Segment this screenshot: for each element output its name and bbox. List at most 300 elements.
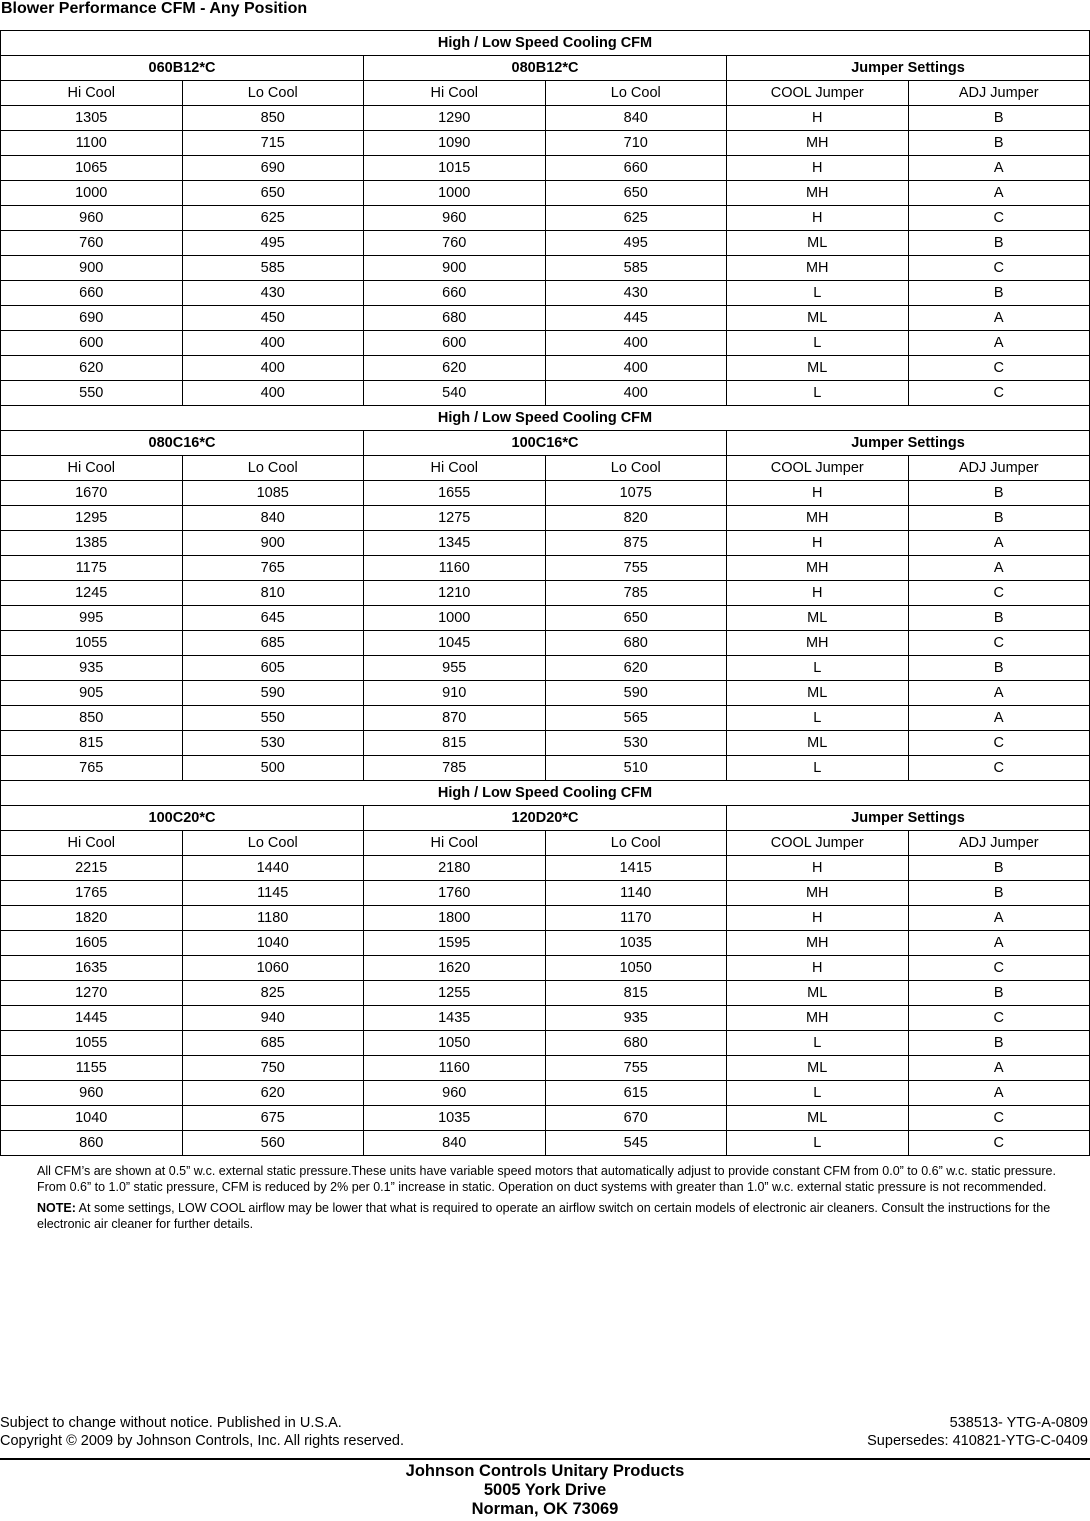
table-cell: 450 (182, 306, 364, 331)
table-cell: 670 (545, 1106, 727, 1131)
table-cell: 545 (545, 1131, 727, 1156)
city-state-zip: Norman, OK 73069 (471, 1500, 619, 1518)
table-cell: 1275 (364, 506, 546, 531)
table-cell: L (727, 1081, 909, 1106)
table-cell: 1670 (1, 481, 183, 506)
table-cell: A (908, 331, 1090, 356)
table-cell: 1620 (364, 956, 546, 981)
table-cell: 815 (545, 981, 727, 1006)
table-cell: H (727, 906, 909, 931)
table-cell: 935 (545, 1006, 727, 1031)
column-header: Hi Cool (364, 456, 546, 481)
table-cell: 1440 (182, 856, 364, 881)
table-row (1, 356, 1090, 381)
table-cell: 870 (364, 706, 546, 731)
table-cell: 400 (545, 356, 727, 381)
table-cell: 690 (182, 156, 364, 181)
table-row (1, 756, 1090, 781)
table-row (1, 581, 1090, 606)
table-cell: 690 (1, 306, 183, 331)
table-cell: 1060 (182, 956, 364, 981)
table-cell: 1055 (1, 1031, 183, 1056)
table-cell: 600 (1, 331, 183, 356)
table-cell: 910 (364, 681, 546, 706)
table-cell: 1075 (545, 481, 727, 506)
table-cell: 1145 (182, 881, 364, 906)
table-cell: L (727, 381, 909, 406)
jumper-settings-header: Jumper Settings (727, 56, 1090, 81)
column-header-row (1, 831, 1090, 856)
table-cell: 1000 (1, 181, 183, 206)
table-row (1, 1081, 1090, 1106)
table-cell: 1180 (182, 906, 364, 931)
table-cell: 820 (545, 506, 727, 531)
table-cell: 625 (545, 206, 727, 231)
table-row (1, 1131, 1090, 1156)
table-cell: ML (727, 231, 909, 256)
table-row (1, 856, 1090, 881)
table-cell: A (908, 1056, 1090, 1081)
table-cell: 1435 (364, 1006, 546, 1031)
table-cell: C (908, 1006, 1090, 1031)
column-header: Hi Cool (1, 831, 183, 856)
table-cell: A (908, 1081, 1090, 1106)
table-cell: H (727, 531, 909, 556)
table-cell: 2180 (364, 856, 546, 881)
jumper-settings-header: Jumper Settings (727, 431, 1090, 456)
table-cell: 2215 (1, 856, 183, 881)
table-cell: 1045 (364, 631, 546, 656)
table-row (1, 306, 1090, 331)
company-name: Johnson Controls Unitary Products (405, 1462, 685, 1480)
table-cell: C (908, 756, 1090, 781)
footer-left (0, 1414, 404, 1450)
table-row (1, 956, 1090, 981)
table-row (1, 681, 1090, 706)
table-cell: H (727, 156, 909, 181)
table-cell: L (727, 1031, 909, 1056)
column-header: Lo Cool (545, 81, 727, 106)
table-cell: C (908, 256, 1090, 281)
table-row (1, 381, 1090, 406)
model-header: 080C16*C (1, 431, 364, 456)
column-header: ADJ Jumper (908, 456, 1090, 481)
section-heading-row (1, 781, 1090, 806)
table-cell: 1305 (1, 106, 183, 131)
table-cell: 550 (1, 381, 183, 406)
table-row (1, 156, 1090, 181)
supersedes: Supersedes: 410821-YTG-C-0409 (867, 1433, 1088, 1449)
table-cell: 900 (182, 531, 364, 556)
table-cell: 625 (182, 206, 364, 231)
table-cell: H (727, 956, 909, 981)
table-cell: L (727, 1131, 909, 1156)
table-cell: A (908, 306, 1090, 331)
table-cell: 1040 (182, 931, 364, 956)
air-cleaner-note (37, 1200, 1057, 1232)
table-cell: 1170 (545, 906, 727, 931)
table-cell: 590 (545, 681, 727, 706)
table-cell: 935 (1, 656, 183, 681)
table-cell: B (908, 481, 1090, 506)
table-cell: 1065 (1, 156, 183, 181)
table-cell: 605 (182, 656, 364, 681)
table-cell: 755 (545, 556, 727, 581)
table-row (1, 706, 1090, 731)
static-pressure-note: All CFM’s are shown at 0.5” w.c. external static pressure.These units have variable speed motors that automatically adjust to provide constant CFM from 0.0” to 0.6” w.c. static pressure. From 0.6” to 1.0” static pressure, CFM is reduced by 2% per 0.1” increase in static. Operation on duct systems with greater than 1.0” w.c. external static pressure is not recommended. (37, 1164, 1056, 1194)
table-cell: 1035 (364, 1106, 546, 1131)
table-cell: 715 (182, 131, 364, 156)
table-cell: 960 (364, 206, 546, 231)
table-cell: 815 (1, 731, 183, 756)
table-cell: L (727, 756, 909, 781)
table-cell: 1655 (364, 481, 546, 506)
table-cell: MH (727, 506, 909, 531)
table-cell: 585 (545, 256, 727, 281)
table-cell: A (908, 156, 1090, 181)
table-cell: 550 (182, 706, 364, 731)
table-cell: B (908, 656, 1090, 681)
table-cell: 650 (182, 181, 364, 206)
column-header: ADJ Jumper (908, 831, 1090, 856)
column-header: COOL Jumper (727, 831, 909, 856)
copyright: Copyright © 2009 by Johnson Controls, Inc. All rights reserved. (0, 1433, 404, 1449)
table-cell: C (908, 1131, 1090, 1156)
table-cell: B (908, 231, 1090, 256)
table-cell: 900 (1, 256, 183, 281)
publish-notice: Subject to change without notice. Published in U.S.A. (0, 1415, 342, 1431)
table-cell: 400 (545, 331, 727, 356)
table-cell: MH (727, 881, 909, 906)
table-cell: 815 (364, 731, 546, 756)
section-heading-row (1, 406, 1090, 431)
table-cell: 530 (182, 731, 364, 756)
table-cell: 750 (182, 1056, 364, 1081)
column-header: Lo Cool (182, 831, 364, 856)
table-cell: C (908, 956, 1090, 981)
model-header-row (1, 806, 1090, 831)
model-header: 120D20*C (364, 806, 727, 831)
table-cell: 765 (1, 756, 183, 781)
table-cell: 650 (545, 181, 727, 206)
table-cell: 765 (182, 556, 364, 581)
table-row (1, 631, 1090, 656)
table-cell: 940 (182, 1006, 364, 1031)
table-cell: 825 (182, 981, 364, 1006)
table-cell: 430 (545, 281, 727, 306)
table-cell: A (908, 681, 1090, 706)
table-cell: C (908, 731, 1090, 756)
column-header: Lo Cool (182, 81, 364, 106)
table-cell: 500 (182, 756, 364, 781)
table-cell: 400 (182, 381, 364, 406)
table-cell: 495 (545, 231, 727, 256)
table-cell: 710 (545, 131, 727, 156)
table-cell: 685 (182, 631, 364, 656)
table-cell: 860 (1, 1131, 183, 1156)
table-cell: B (908, 106, 1090, 131)
table-cell: B (908, 881, 1090, 906)
table-cell: 400 (545, 381, 727, 406)
table-row (1, 206, 1090, 231)
table-row (1, 256, 1090, 281)
table-cell: 540 (364, 381, 546, 406)
section-heading: High / Low Speed Cooling CFM (1, 31, 1090, 56)
table-cell: ML (727, 356, 909, 381)
table-cell: 645 (182, 606, 364, 631)
table-cell: H (727, 106, 909, 131)
table-cell: 1000 (364, 181, 546, 206)
table-cell: 1295 (1, 506, 183, 531)
table-cell: 680 (364, 306, 546, 331)
table-cell: 1160 (364, 1056, 546, 1081)
table-cell: 680 (545, 631, 727, 656)
column-header: Hi Cool (1, 81, 183, 106)
street-address: 5005 York Drive (483, 1481, 607, 1499)
model-header: 060B12*C (1, 56, 364, 81)
table-cell: 1345 (364, 531, 546, 556)
table-cell: 620 (182, 1081, 364, 1106)
table-cell: 905 (1, 681, 183, 706)
table-cell: C (908, 381, 1090, 406)
table-cell: 560 (182, 1131, 364, 1156)
table-cell: 960 (1, 1081, 183, 1106)
table-cell: A (908, 556, 1090, 581)
table-cell: 660 (364, 281, 546, 306)
table-cell: 590 (182, 681, 364, 706)
table-cell: MH (727, 631, 909, 656)
model-header: 100C16*C (364, 431, 727, 456)
table-cell: 1175 (1, 556, 183, 581)
table-row (1, 181, 1090, 206)
section-heading-row (1, 31, 1090, 56)
column-header: Hi Cool (364, 831, 546, 856)
table-cell: 1000 (364, 606, 546, 631)
table-cell: 995 (1, 606, 183, 631)
table-cell: A (908, 531, 1090, 556)
table-cell: 1210 (364, 581, 546, 606)
table-cell: 445 (545, 306, 727, 331)
table-cell: L (727, 281, 909, 306)
model-header: 080B12*C (364, 56, 727, 81)
table-cell: 1085 (182, 481, 364, 506)
table-cell: 600 (364, 331, 546, 356)
table-cell: 1800 (364, 906, 546, 931)
table-row (1, 1006, 1090, 1031)
table-cell: 1015 (364, 156, 546, 181)
section-heading: High / Low Speed Cooling CFM (1, 406, 1090, 431)
table-row (1, 506, 1090, 531)
table-cell: B (908, 1031, 1090, 1056)
table-row (1, 656, 1090, 681)
table-cell: 530 (545, 731, 727, 756)
section-heading: High / Low Speed Cooling CFM (1, 781, 1090, 806)
table-cell: 1035 (545, 931, 727, 956)
note-text: At some settings, LOW COOL airflow may be lower that what is required to operate an airflow switch on certain models of electronic air cleaners. Consult the instructions for the electronic air cleaner for further details. (37, 1201, 1051, 1231)
table-cell: 850 (182, 106, 364, 131)
table-cell: B (908, 131, 1090, 156)
table-cell: 1245 (1, 581, 183, 606)
table-cell: 1255 (364, 981, 546, 1006)
table-cell: 960 (1, 206, 183, 231)
footer-right (867, 1414, 1088, 1450)
table-cell: 1160 (364, 556, 546, 581)
company-address (0, 1462, 1090, 1519)
notes (37, 1163, 1057, 1237)
table-cell: 900 (364, 256, 546, 281)
table-cell: 1445 (1, 1006, 183, 1031)
column-header: COOL Jumper (727, 81, 909, 106)
table-cell: 1090 (364, 131, 546, 156)
table-cell: 685 (182, 1031, 364, 1056)
table-cell: 755 (545, 1056, 727, 1081)
table-cell: H (727, 206, 909, 231)
table-cell: 430 (182, 281, 364, 306)
table-cell: 1055 (1, 631, 183, 656)
table-cell: ML (727, 606, 909, 631)
table-cell: 760 (364, 231, 546, 256)
table-row (1, 1031, 1090, 1056)
table-cell: A (908, 181, 1090, 206)
table-cell: C (908, 581, 1090, 606)
table-cell: 960 (364, 1081, 546, 1106)
table-cell: ML (727, 681, 909, 706)
table-cell: 660 (1, 281, 183, 306)
table-row (1, 906, 1090, 931)
table-cell: 1385 (1, 531, 183, 556)
page-title: Blower Performance CFM - Any Position (1, 0, 308, 17)
table-cell: 675 (182, 1106, 364, 1131)
table-row (1, 331, 1090, 356)
column-header: Hi Cool (1, 456, 183, 481)
table-cell: 1595 (364, 931, 546, 956)
table-cell: 680 (545, 1031, 727, 1056)
table-cell: 495 (182, 231, 364, 256)
table-cell: 510 (545, 756, 727, 781)
table-row (1, 231, 1090, 256)
table-row (1, 981, 1090, 1006)
table-cell: B (908, 281, 1090, 306)
table-cell: MH (727, 1006, 909, 1031)
table-row (1, 931, 1090, 956)
blower-performance-table (0, 30, 1090, 1156)
table-row (1, 1056, 1090, 1081)
table-cell: 620 (1, 356, 183, 381)
table-cell: 810 (182, 581, 364, 606)
table-cell: 620 (545, 656, 727, 681)
table-cell: 565 (545, 706, 727, 731)
table-cell: 1760 (364, 881, 546, 906)
table-cell: 1635 (1, 956, 183, 981)
column-header: COOL Jumper (727, 456, 909, 481)
table-cell: A (908, 706, 1090, 731)
table-cell: 660 (545, 156, 727, 181)
table-cell: 615 (545, 1081, 727, 1106)
table-cell: L (727, 656, 909, 681)
note-label: NOTE: (37, 1201, 76, 1215)
model-header: 100C20*C (1, 806, 364, 831)
table-cell: 760 (1, 231, 183, 256)
table-cell: 1100 (1, 131, 183, 156)
table-cell: L (727, 331, 909, 356)
table-cell: ML (727, 981, 909, 1006)
table-row (1, 281, 1090, 306)
table-cell: 785 (364, 756, 546, 781)
table-cell: 1140 (545, 881, 727, 906)
table-cell: 400 (182, 356, 364, 381)
table-cell: H (727, 581, 909, 606)
column-header: Lo Cool (545, 831, 727, 856)
table-cell: MH (727, 131, 909, 156)
footer-divider (0, 1458, 1090, 1460)
table-cell: 850 (1, 706, 183, 731)
table-row (1, 106, 1090, 131)
table-cell: 840 (364, 1131, 546, 1156)
column-header: Lo Cool (545, 456, 727, 481)
table-cell: H (727, 856, 909, 881)
table-cell: 1270 (1, 981, 183, 1006)
table-cell: 1050 (545, 956, 727, 981)
table-cell: ML (727, 1056, 909, 1081)
column-header: Lo Cool (182, 456, 364, 481)
table-cell: 1605 (1, 931, 183, 956)
table-row (1, 881, 1090, 906)
table-cell: 1415 (545, 856, 727, 881)
table-cell: MH (727, 256, 909, 281)
column-header: Hi Cool (364, 81, 546, 106)
table-cell: 585 (182, 256, 364, 281)
table-cell: 1290 (364, 106, 546, 131)
table-cell: C (908, 206, 1090, 231)
table-row (1, 1106, 1090, 1131)
table-cell: C (908, 1106, 1090, 1131)
table-cell: H (727, 481, 909, 506)
table-cell: 875 (545, 531, 727, 556)
table-cell: ML (727, 731, 909, 756)
document-number: 538513- YTG-A-0809 (949, 1415, 1088, 1431)
table-cell: 955 (364, 656, 546, 681)
column-header: ADJ Jumper (908, 81, 1090, 106)
table-cell: ML (727, 1106, 909, 1131)
table-cell: 400 (182, 331, 364, 356)
table-cell: 1820 (1, 906, 183, 931)
table-cell: A (908, 906, 1090, 931)
column-header-row (1, 456, 1090, 481)
model-header-row (1, 431, 1090, 456)
table-cell: 1040 (1, 1106, 183, 1131)
table-cell: B (908, 856, 1090, 881)
table-cell: 840 (545, 106, 727, 131)
table-cell: 620 (364, 356, 546, 381)
table-cell: A (908, 931, 1090, 956)
table-cell: B (908, 606, 1090, 631)
jumper-settings-header: Jumper Settings (727, 806, 1090, 831)
table-cell: MH (727, 181, 909, 206)
model-header-row (1, 56, 1090, 81)
table-cell: 1050 (364, 1031, 546, 1056)
table-cell: 1765 (1, 881, 183, 906)
table-row (1, 531, 1090, 556)
table-cell: B (908, 981, 1090, 1006)
table-cell: 840 (182, 506, 364, 531)
table-cell: C (908, 356, 1090, 381)
table-row (1, 131, 1090, 156)
table-row (1, 606, 1090, 631)
table-cell: ML (727, 306, 909, 331)
table-cell: MH (727, 931, 909, 956)
table-cell: 1155 (1, 1056, 183, 1081)
table-row (1, 731, 1090, 756)
